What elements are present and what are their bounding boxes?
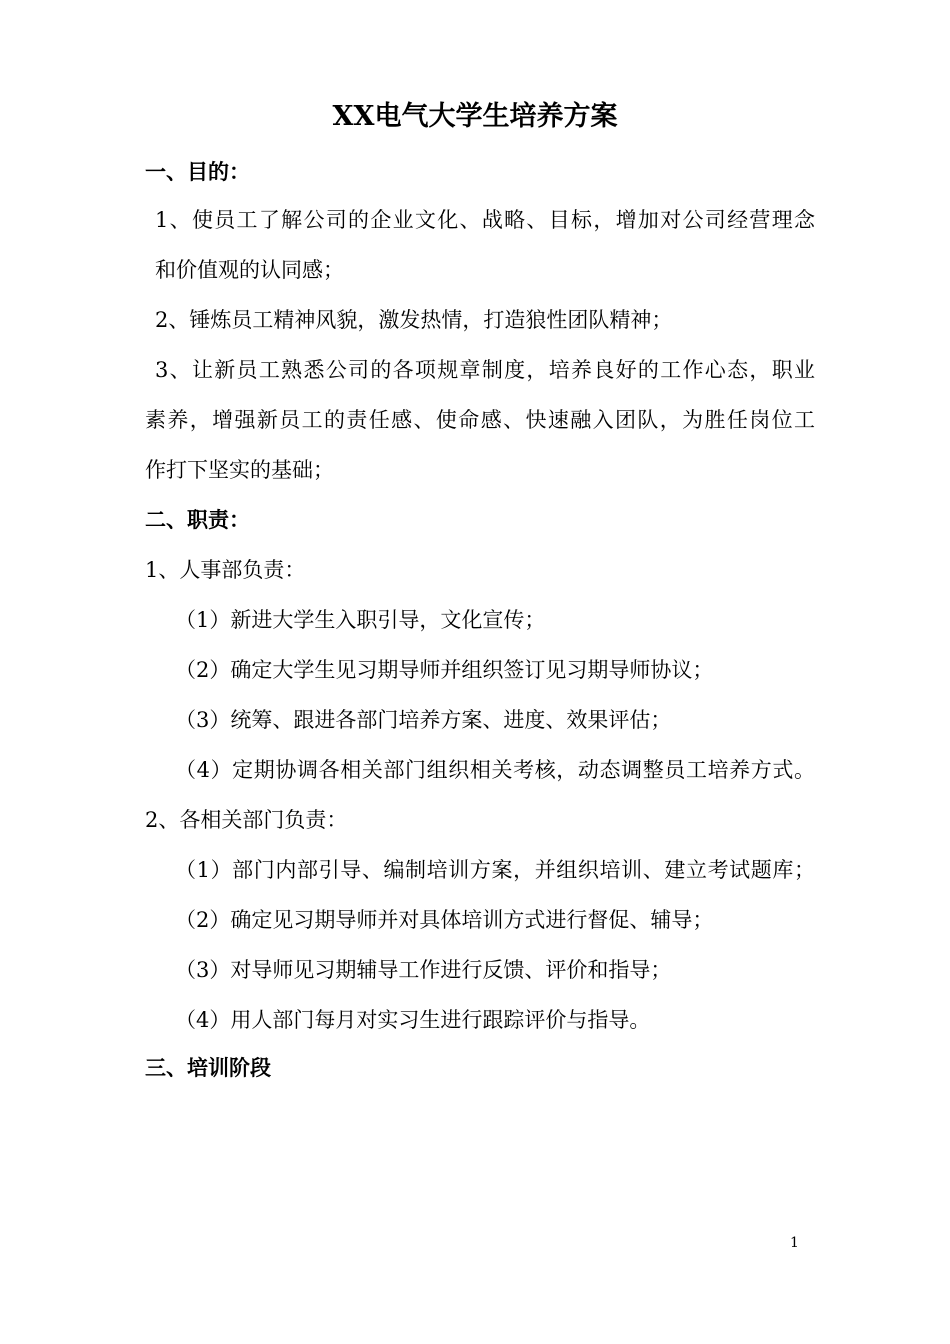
section-heading-responsibilities: 二、职责： bbox=[145, 507, 250, 532]
hr-item-4: （4）定期协调各相关部门组织相关考核，动态调整员工培养方式。 bbox=[175, 758, 815, 782]
purpose-item-1-line-2: 和价值观的认同感； bbox=[155, 258, 344, 282]
department-item-3: （3）对导师见习期辅导工作进行反馈、评价和指导； bbox=[175, 958, 672, 982]
purpose-item-3-line-2: 素养，增强新员工的责任感、使命感、快速融入团队，为胜任岗位工 bbox=[145, 408, 815, 432]
section-heading-purpose: 一、目的： bbox=[145, 159, 250, 184]
purpose-item-3-line-3: 作打下坚实的基础； bbox=[145, 458, 334, 482]
section-heading-training-stages: 三、培训阶段 bbox=[145, 1055, 271, 1080]
hr-item-1: （1）新进大学生入职引导，文化宣传； bbox=[175, 608, 546, 632]
document-title: XX电气大学生培养方案 bbox=[332, 101, 618, 132]
purpose-item-1-line-1: 1、使员工了解公司的企业文化、战略、目标，增加对公司经营理念 bbox=[155, 208, 815, 232]
department-item-2: （2）确定见习期导师并对具体培训方式进行督促、辅导； bbox=[175, 908, 714, 932]
hr-responsibilities-title: 1、人事部负责： bbox=[145, 558, 306, 582]
department-item-4: （4）用人部门每月对实习生进行跟踪评价与指导。 bbox=[175, 1008, 651, 1032]
purpose-item-3-line-1: 3、让新员工熟悉公司的各项规章制度，培养良好的工作心态，职业 bbox=[155, 358, 815, 382]
hr-item-2: （2）确定大学生见习期导师并组织签订见习期导师协议； bbox=[175, 658, 714, 682]
purpose-item-2: 2、锤炼员工精神风貌，激发热情，打造狼性团队精神； bbox=[155, 308, 673, 332]
hr-item-3: （3）统筹、跟进各部门培养方案、进度、效果评估； bbox=[175, 708, 672, 732]
page-number: 1 bbox=[790, 1235, 799, 1251]
departments-responsibilities-title: 2、各相关部门负责： bbox=[145, 808, 348, 832]
department-item-1: （1）部门内部引导、编制培训方案，并组织培训、建立考试题库； bbox=[175, 858, 815, 882]
